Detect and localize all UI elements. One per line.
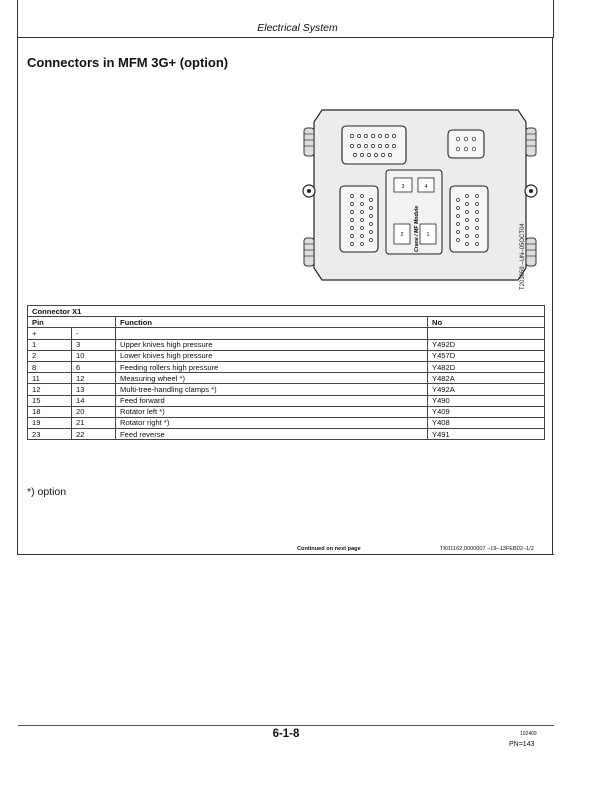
pin-a: 12: [28, 384, 72, 395]
reference-code: TK01162,0000007 –19–13FEB02–1/2: [440, 546, 534, 552]
slot-label-3: 3: [401, 184, 405, 190]
table-row: [28, 429, 545, 440]
pin-b: 13: [72, 384, 116, 395]
table-row: [28, 339, 545, 350]
footnote: *) option: [27, 486, 67, 498]
table-caption: Connector X1: [28, 306, 545, 317]
document-code: 102409: [520, 731, 537, 737]
section-title: Connectors in MFM 3G+ (option): [27, 55, 229, 70]
figure-code: T203659 –UN–05OCT04: [520, 223, 526, 290]
page-number: 6-1-8: [272, 728, 300, 740]
no-cell: Y457D: [428, 350, 545, 361]
pin-b: 21: [72, 417, 116, 428]
table-row: [28, 350, 545, 361]
function-cell: Multi-tree-handling clamps *): [116, 384, 428, 395]
content-frame-bottom: [17, 554, 554, 555]
continued-note: Continued on next page: [297, 546, 361, 552]
pin-b: 3: [72, 339, 116, 350]
pin-a: 11: [28, 373, 72, 384]
header-title: Electrical System: [257, 22, 338, 34]
no-cell: Y492A: [428, 384, 545, 395]
table-row: [28, 417, 545, 428]
function-cell: Feed reverse: [116, 429, 428, 440]
no-cell: Y492D: [428, 339, 545, 350]
table-row: [28, 384, 545, 395]
slot-label-2: 2: [400, 232, 404, 238]
slot-label-4: 4: [424, 184, 428, 190]
connector-table: [27, 305, 545, 440]
no-cell: Y482A: [428, 373, 545, 384]
no-cell: Y490: [428, 395, 545, 406]
function-cell: Rotator left *): [116, 406, 428, 417]
table-row: [28, 395, 545, 406]
table-row: [28, 373, 545, 384]
function-cell: Lower knives high pressure: [116, 350, 428, 361]
header-no: No: [428, 317, 545, 328]
table-row: [28, 406, 545, 417]
pin-b: 14: [72, 395, 116, 406]
pin-a: 8: [28, 361, 72, 372]
function-cell: Upper knives high pressure: [116, 339, 428, 350]
pin-a: 15: [28, 395, 72, 406]
function-cell: Feeding rollers high pressure: [116, 361, 428, 372]
no-cell: [428, 328, 545, 339]
pn-label: PN=143: [509, 741, 535, 748]
table-row: [28, 361, 545, 372]
no-cell: Y491: [428, 429, 545, 440]
function-cell: [116, 328, 428, 339]
function-cell: Feed forward: [116, 395, 428, 406]
pin-b: 6: [72, 361, 116, 372]
pin-a: 2: [28, 350, 72, 361]
pin-a: 1: [28, 339, 72, 350]
pin-a: 18: [28, 406, 72, 417]
no-cell: Y409: [428, 406, 545, 417]
mfm-module-illustration: [300, 108, 540, 283]
function-cell: Measuring wheel *): [116, 373, 428, 384]
module-label: Crane / MF Module: [414, 205, 420, 252]
header-function: Function: [116, 317, 428, 328]
table-header-row: [28, 317, 545, 328]
header-pin: Pin: [28, 317, 116, 328]
pin-b: 22: [72, 429, 116, 440]
table-row: [28, 328, 545, 339]
pin-a: 19: [28, 417, 72, 428]
pin-b: -: [72, 328, 116, 339]
table-caption-row: [28, 306, 545, 317]
pin-a: +: [28, 328, 72, 339]
slot-label-1: 1: [426, 232, 430, 238]
function-cell: Rotator right *): [116, 417, 428, 428]
no-cell: Y482D: [428, 361, 545, 372]
pin-a: 23: [28, 429, 72, 440]
pin-b: 10: [72, 350, 116, 361]
footer-rule: [18, 725, 554, 726]
no-cell: Y408: [428, 417, 545, 428]
pin-b: 20: [72, 406, 116, 417]
pin-b: 12: [72, 373, 116, 384]
